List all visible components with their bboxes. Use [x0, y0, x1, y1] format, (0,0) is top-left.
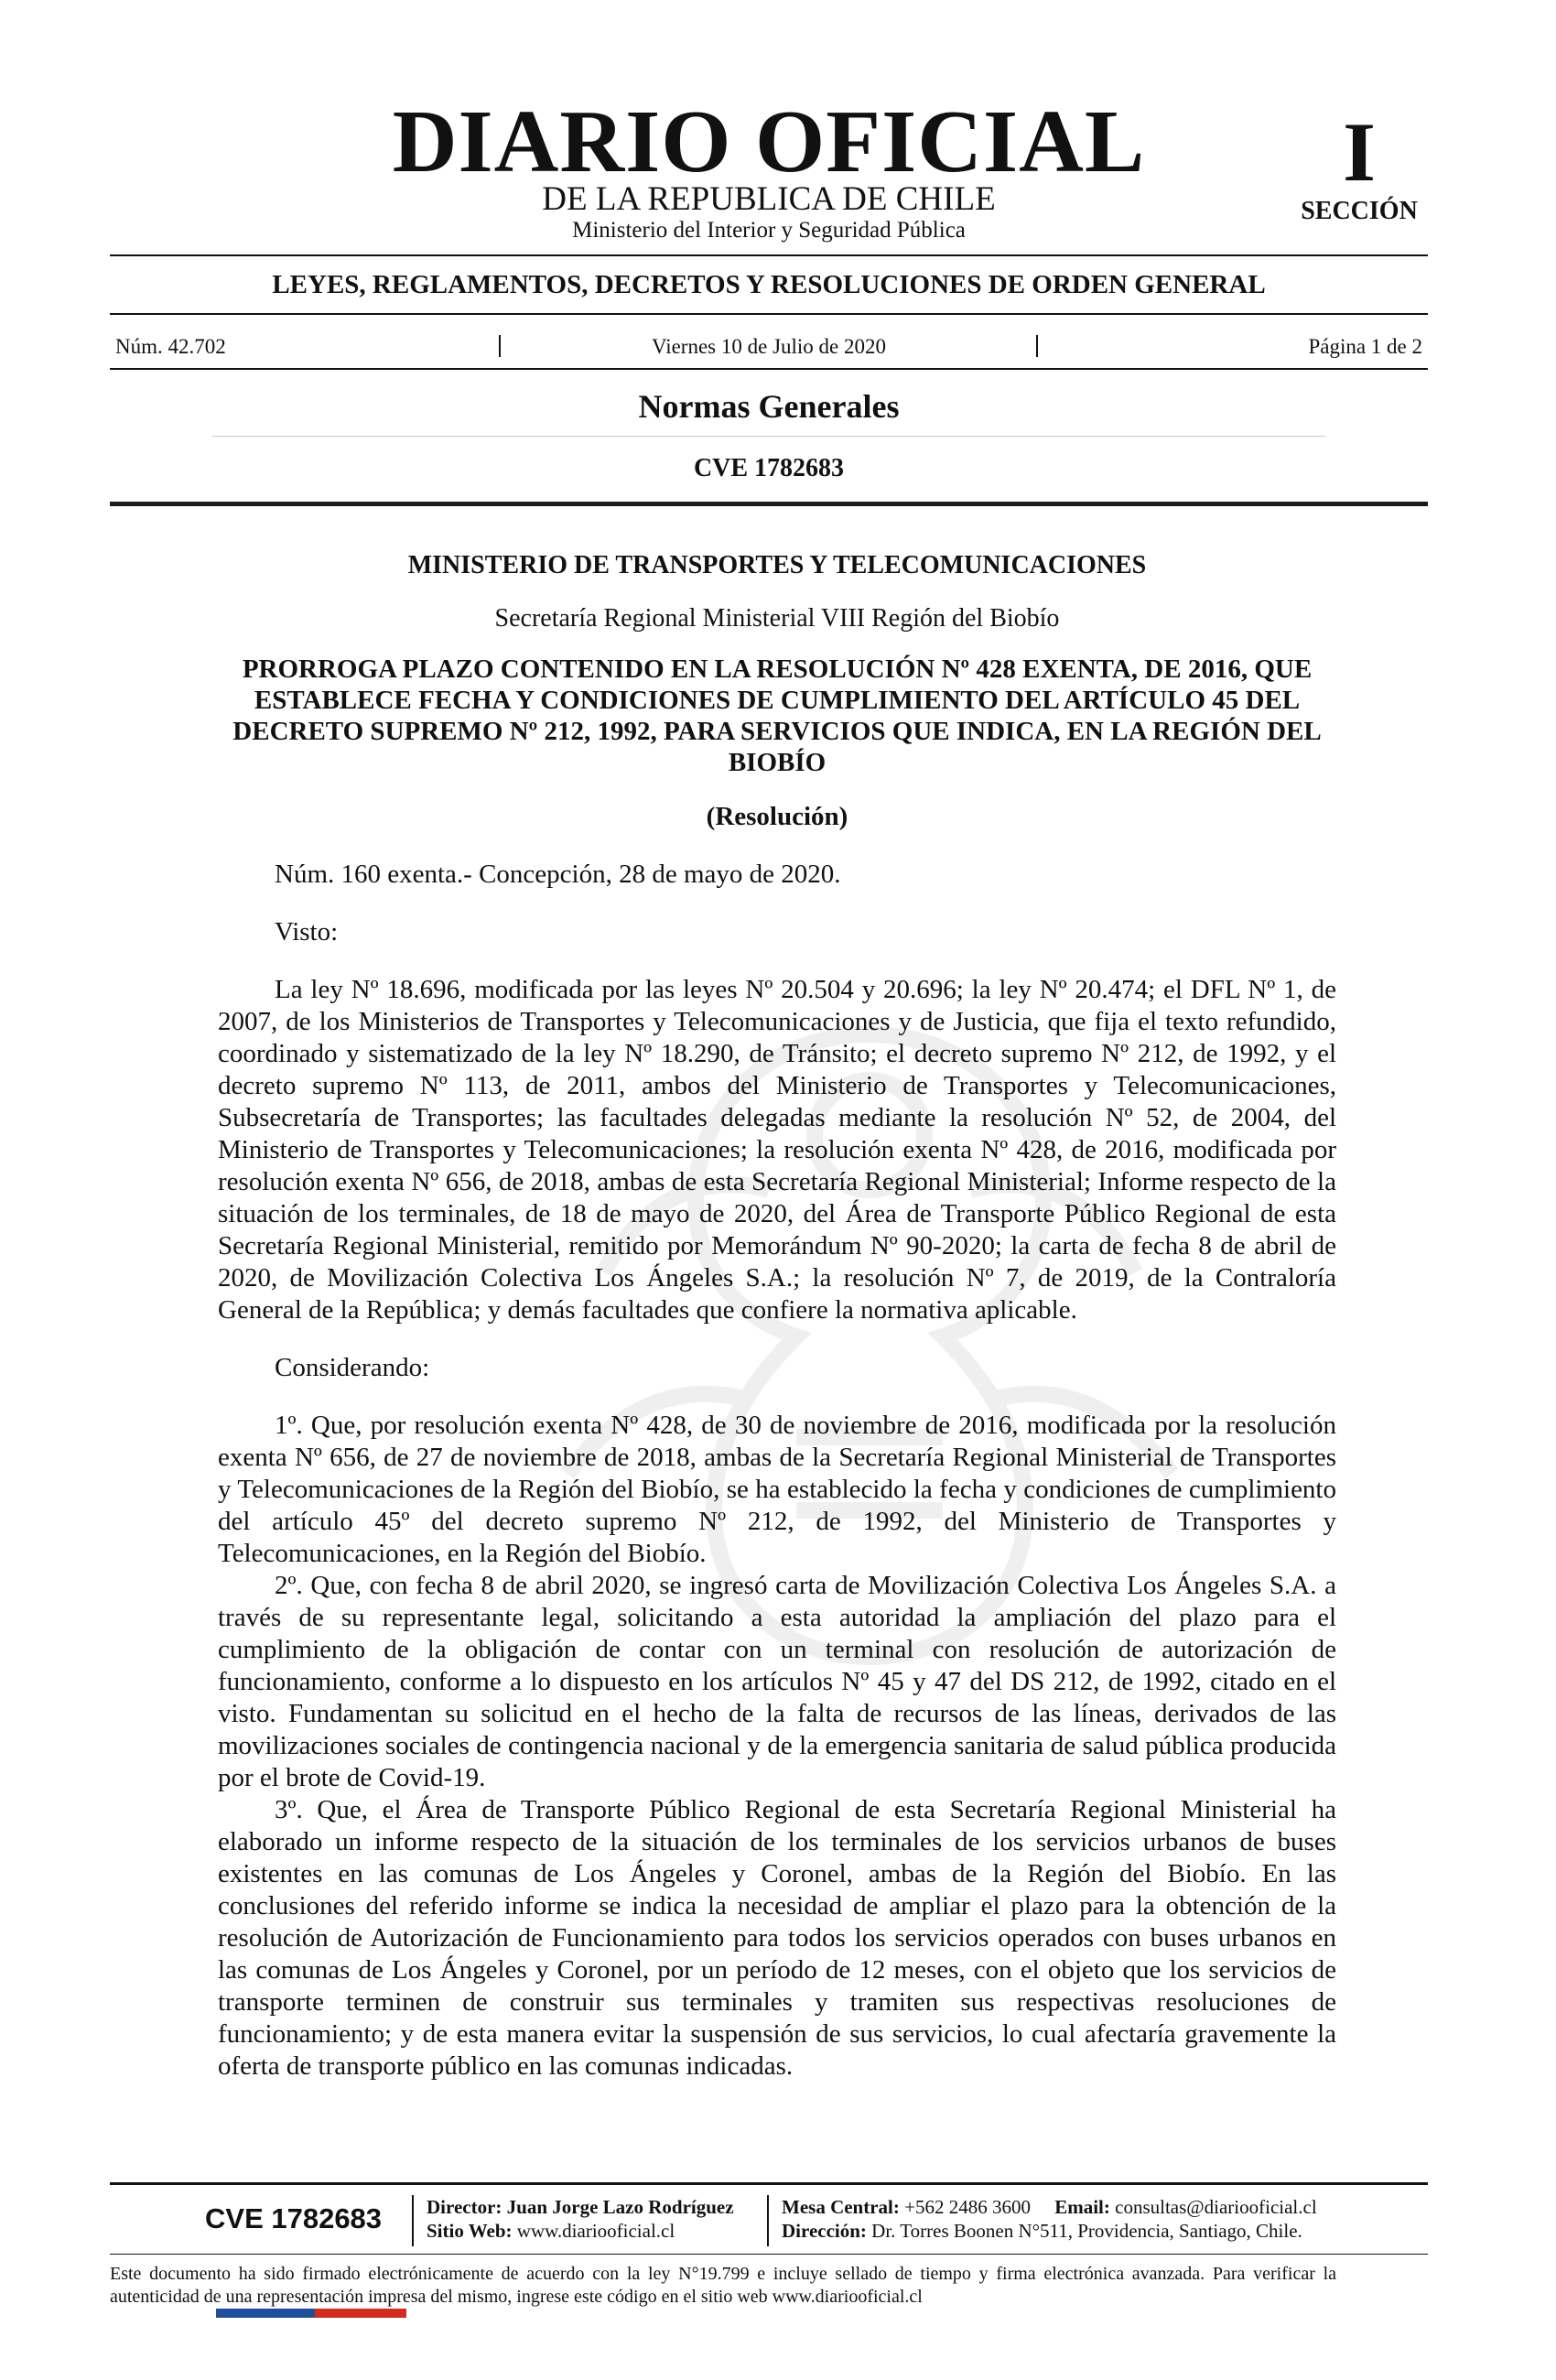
footer-top-rule [110, 2182, 1428, 2185]
director-label: Director: [427, 2196, 502, 2218]
flag-bar-blue [216, 2309, 315, 2318]
flag-bar-red [315, 2309, 406, 2318]
issue-separator [1036, 335, 1038, 357]
issue-date: Viernes 10 de Julio de 2020 [651, 335, 887, 358]
newspaper-ministry: Ministerio del Interior y Seguridad Pública [572, 218, 966, 243]
considerando-label: Considerando: [275, 1353, 430, 1382]
footer-director-block [427, 2195, 734, 2243]
laws-line: LEYES, REGLAMENTOS, DECRETOS Y RESOLUCIONES DE ORDEN GENERAL [272, 270, 1266, 299]
footer-contact-block [782, 2195, 1317, 2243]
visto-label: Visto: [275, 917, 339, 947]
issuing-ministry: MINISTERIO DE TRANSPORTES Y TELECOMUNICACIONES [407, 551, 1147, 579]
laws-divider [110, 313, 1428, 315]
address-label: Dirección: [782, 2220, 867, 2242]
section-number: I [1343, 105, 1376, 199]
site-label: Sitio Web: [427, 2220, 513, 2242]
phone-label: Mesa Central: [782, 2196, 900, 2218]
email-label: Email: [1054, 2196, 1110, 2218]
resolution-label: (Resolución) [706, 802, 848, 831]
section-label: SECCIÓN [1301, 197, 1418, 225]
footer-separator [412, 2195, 414, 2246]
masthead-divider [110, 254, 1428, 256]
footer [110, 2190, 1428, 2254]
phone-number: +562 2486 3600 [904, 2196, 1031, 2218]
newspaper-subtitle: DE LA REPUBLICA DE CHILE [542, 180, 996, 218]
issue-number: Núm. 42.702 [115, 335, 226, 358]
page-indicator: Página 1 de 2 [1308, 335, 1422, 358]
address-text: Dr. Torres Boonen N°511, Providencia, Santiago, Chile. [871, 2220, 1302, 2242]
header-bottom-rule [110, 502, 1428, 506]
footer-divider [110, 2254, 1428, 2255]
issue-divider [110, 368, 1428, 370]
cve-code: CVE 1782683 [693, 454, 845, 482]
issuing-seremi: Secretaría Regional Ministerial VIII Región del Biobío [494, 604, 1060, 633]
footer-separator [767, 2195, 769, 2246]
section-heading-rule [212, 436, 1325, 437]
resolution-title: PRORROGA PLAZO CONTENIDO EN LA RESOLUCIÓN Nº 428 EXENTA, DE 2016, QUE ESTABLECE FECHA Y CONDICIONES DE CUMPLIMIENTO DEL ARTÍCULO 45 DEL DECRETO SUPREMO Nº 212, 1992, PARA SERVICIOS QUE INDICA, EN LA REGIÓN DEL BIOBÍO [232, 654, 1322, 777]
considerando-paragraph-2: 2º. Que, con fecha 8 de abril 2020, se ingresó carta de Movilización Colectiva Los Ángeles S.A. a través de su representante legal, solicitando a esta autoridad la ampliación del plazo para el cumplimiento de la obligación de contar con un terminal con resolución de autorización de funcionamiento, conforme a lo dispuesto en los artículos Nº 45 y 47 del DS 212, de 1992, citado en el visto. Fundamentan su solicitud en el hecho de la falta de recursos de las líneas, derivados de las movilizaciones sociales de contingencia nacional y de la emergencia sanitaria de salud pública producida por el brote de Covid-19. [218, 1571, 1336, 1792]
resolution-number-line: Núm. 160 exenta.- Concepción, 28 de mayo de 2020. [275, 860, 841, 889]
issue-info-bar [110, 331, 1428, 362]
signature-note: Este documento ha sido firmado electrónicamente de acuerdo con la ley N°19.799 e incluye sellado de tiempo y firma electrónica avanzada. Para verificar la autenticidad de una representación impresa del mismo, ingrese este código en el sitio web www.diariooficial.cl [110, 2264, 1336, 2307]
masthead [110, 92, 1428, 247]
section-heading: Normas Generales [638, 388, 900, 425]
site-link[interactable]: www.diariooficial.cl [516, 2220, 675, 2242]
considerando-paragraph-3: 3º. Que, el Área de Transporte Público Regional de esta Secretaría Regional Ministerial ha elaborado un informe respecto de la situación de los terminales de los servicios urbanos de buses existentes en las comunas de Los Ángeles y Coronel, ambas de la Región del Biobío. En las conclusiones del referido informe se indica la necesidad de ampliar el plazo para la obtención de la resolución de Autorización de Funcionamiento para todos los servicios operados con buses urbanos en las comunas de Los Ángeles y Coronel, por un período de 12 meses, con el objeto que los servicios de transporte terminen de construir sus terminales y tramiten sus respectivas resoluciones de funcionamiento; y de esta manera evitar la suspensión de sus servicios, lo cual afectaría gravemente la oferta de transporte público en las comunas indicadas. [218, 1795, 1336, 2081]
footer-cve-code: CVE 1782683 [205, 2202, 383, 2234]
resolution-body [218, 549, 1336, 2082]
email-link[interactable]: consultas@diariooficial.cl [1115, 2196, 1317, 2218]
visto-paragraph: La ley Nº 18.696, modificada por las leyes Nº 20.504 y 20.696; la ley Nº 20.474; el DFL Nº 1, de 2007, de los Ministerios de Transportes y Telecomunicaciones y de Justicia, que fija el texto refundido, coordinado y sistematizado de la ley Nº 18.290, de Tránsito; el decreto supremo Nº 212, de 1992, y el decreto supremo Nº 113, de 2011, ambos del Ministerio de Transportes y Telecomunicaciones, Subsecretaría de Transportes; las facultades delegadas mediante la resolución Nº 52, de 2004, del Ministerio de Transportes y Telecomunicaciones; la resolución exenta Nº 428, de 2016, modificada por resolución exenta Nº 656, de 2018, ambas de esta Secretaría Regional Ministerial; Informe respecto de la situación de los terminales, de 18 de mayo de 2020, del Área de Transporte Público Regional de esta Secretaría Regional Ministerial, remitido por Memorándum Nº 90-2020; la carta de fecha 8 de abril de 2020, de Movilización Colectiva Los Ángeles S.A.; la resolución Nº 7, de 2019, de la Contraloría General de la República; y demás facultades que confiere la normativa aplicable. [218, 975, 1336, 1325]
considerando-paragraph-1: 1º. Que, por resolución exenta Nº 428, de 30 de noviembre de 2016, modificada por la resolución exenta Nº 656, de 27 de noviembre de 2018, ambas de la Secretaría Regional Ministerial de Transportes y Telecomunicaciones de la Región del Biobío, se ha establecido la fecha y condiciones de cumplimiento del artículo 45º del decreto supremo Nº 212, de 1992, del Ministerio de Transportes y Telecomunicaciones, en la Región del Biobío. [218, 1411, 1336, 1568]
director-name: Juan Jorge Lazo Rodríguez [506, 2196, 734, 2218]
newspaper-title: DIARIO OFICIAL [392, 92, 1146, 191]
